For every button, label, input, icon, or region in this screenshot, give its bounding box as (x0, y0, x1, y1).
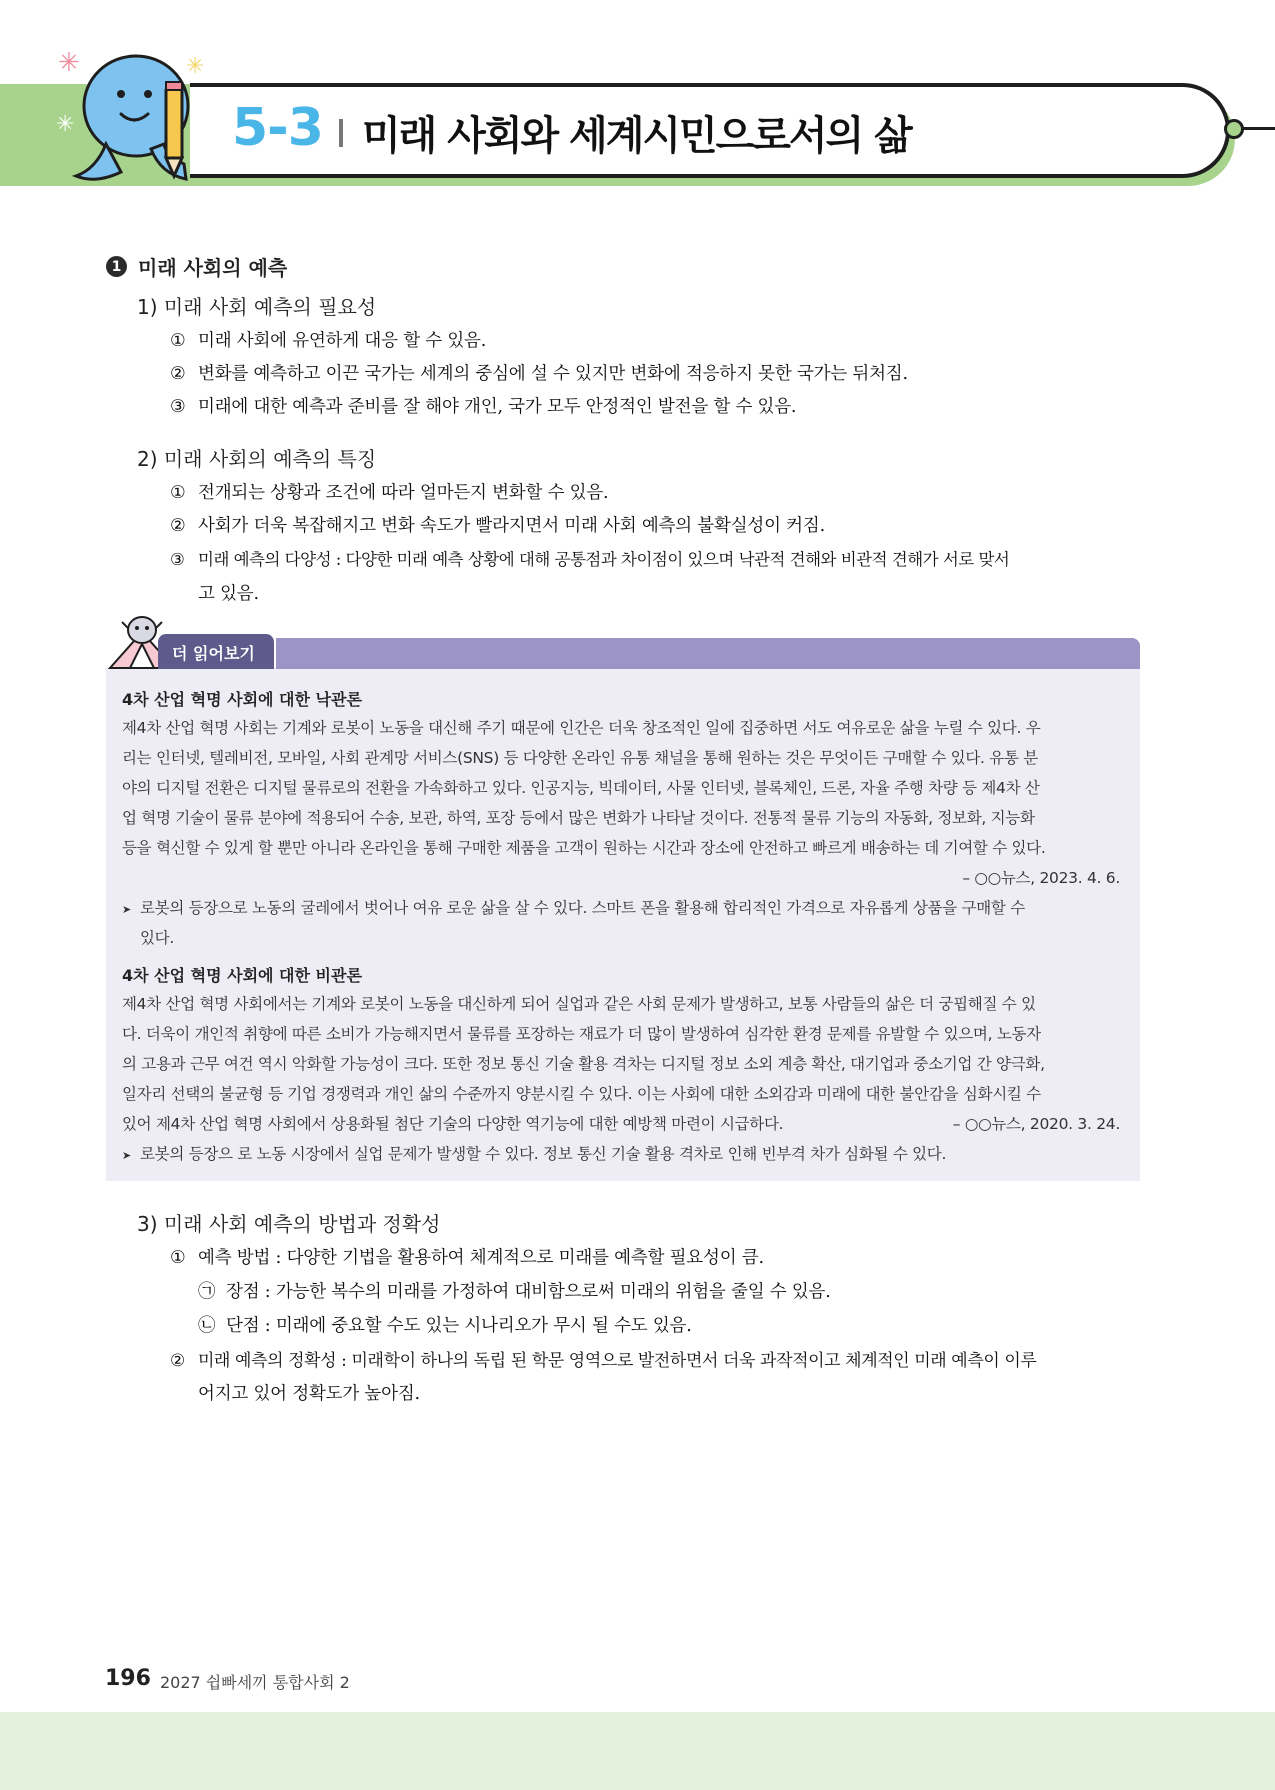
subsection-heading: 3) 미래 사회 예측의 방법과 정확성 (137, 1212, 441, 1236)
list-item: ① 전개되는 상황과 조건에 따라 얼마든지 변화할 수 있음. (170, 483, 609, 503)
page-title: 미래 사회와 세계시민으로서의 삶 (362, 113, 911, 159)
paragraph-line: 야의 디지털 전환은 디지털 물류로의 전환을 가속화하고 있다. 인공지능, 빅데이터, 사물 인터넷, 블록체인, 드론, 자율 주행 차량 등 제4차 산 (122, 779, 1040, 797)
sparkle-icon: ✳ (58, 48, 80, 78)
header-banner-dot (1224, 119, 1244, 139)
title-separator (339, 119, 343, 147)
read-more-subtitle: 4차 산업 혁명 사회에 대한 낙관론 (122, 690, 362, 709)
paragraph-line: 제4차 산업 혁명 사회는 기계와 로봇이 노동을 대신해 주기 때문에 인간은 더욱 창조적인 일에 집중하면 서도 여유로운 삶을 누릴 수 있다. 우 (122, 719, 1041, 737)
read-more-tab: 더 읽어보기 (158, 634, 274, 669)
arrow-right-icon: ➤ (122, 903, 131, 916)
list-item-continuation: 어지고 있어 정확도가 높아짐. (198, 1384, 420, 1404)
list-sub-item: ㉡ 단점 : 미래에 중요할 수도 있는 시나리오가 무시 될 수도 있음. (198, 1316, 692, 1336)
paragraph-line: 제4차 산업 혁명 사회에서는 기계와 로봇이 노동을 대신하게 되어 실업과 같은 사회 문제가 발생하고, 보통 사람들의 삶은 더 궁핍해질 수 있 (122, 995, 1036, 1013)
paragraph-line: 의 고용과 근무 여건 역시 악화할 가능성이 크다. 또한 정보 통신 기술 활용 격차는 디지털 정보 소외 계층 확산, 대기업과 중소기업 간 양극화, (122, 1055, 1045, 1073)
list-item: ② 변화를 예측하고 이끈 국가는 세계의 중심에 설 수 있지만 변화에 적응하지 못한 국가는 뒤처짐. (170, 364, 908, 384)
list-item: ③ 미래에 대한 예측과 준비를 잘 해야 개인, 국가 모두 안정적인 발전을 할 수 있음. (170, 397, 797, 417)
summary-line: ➤ 로봇의 등장으 로 노동 시장에서 실업 문제가 발생할 수 있다. 정보 통신 기술 활용 격차로 인해 빈부격 차가 심화될 수 있다. (122, 1145, 947, 1163)
list-item: ③ 미래 예측의 다양성 : 다양한 미래 예측 상황에 대해 공통점과 차이점이 있으며 낙관적 견해와 비관적 견해가 서로 맞서 (170, 550, 1010, 569)
section-title: 미래 사회의 예측 (138, 256, 288, 280)
read-more-header-bar (276, 638, 1140, 669)
sparkle-icon: ✳ (56, 112, 75, 137)
section-number-badge: 1 (106, 256, 127, 277)
paragraph-line: 리는 인터넷, 텔레비전, 모바일, 사회 관계망 서비스(SNS) 등 다양한 온라인 유통 채널을 통해 원하는 것은 무엇이든 구매할 수 있다. 유통 분 (122, 749, 1038, 767)
list-sub-item: ㉠ 장점 : 가능한 복수의 미래를 가정하여 대비함으로써 미래의 위험을 줄일 수 있음. (198, 1282, 831, 1302)
section-heading (106, 252, 287, 281)
paragraph-line: 일자리 선택의 불균형 등 기업 경쟁력과 개인 삶의 수준까지 양분시킬 수 있다. 이는 사회에 대한 소외감과 미래에 대한 불안감을 심화시킬 수 (122, 1085, 1041, 1103)
source-citation: – ○○뉴스, 2020. 3. 24. (952, 1115, 1120, 1133)
read-more-subtitle: 4차 산업 혁명 사회에 대한 비관론 (122, 966, 362, 985)
paragraph-line: 등을 혁신할 수 있게 할 뿐만 아니라 온라인을 통해 구매한 제품을 고객이 원하는 시간과 장소에 안전하고 빠르게 배송하는 데 기여할 수 있다. (122, 839, 1046, 857)
subsection-heading: 1) 미래 사회 예측의 필요성 (137, 295, 377, 319)
mascot-pencil-icon (66, 44, 216, 189)
paragraph-line: 다. 더욱이 개인적 취향에 따른 소비가 가능해지면서 물류를 포장하는 재료가 더 많이 발생하여 심각한 환경 문제를 유발할 수 있으며, 노동자 (122, 1025, 1041, 1043)
list-item: ① 예측 방법 : 다양한 기법을 활용하여 체계적으로 미래를 예측할 필요성이 큼. (170, 1248, 764, 1268)
chapter-number: 5-3 (232, 98, 323, 158)
footer-band (0, 1712, 1275, 1790)
list-item-continuation: 고 있음. (198, 584, 259, 604)
arrow-right-icon: ➤ (122, 1149, 131, 1162)
page-number: 196 (105, 1666, 151, 1691)
list-item: ② 미래 예측의 정확성 : 미래학이 하나의 독립 된 학문 영역으로 발전하면서 더욱 과작적이고 체계적인 미래 예측이 이루 (170, 1351, 1037, 1371)
subsection-heading: 2) 미래 사회의 예측의 특징 (137, 447, 377, 471)
summary-line: ➤ 로봇의 등장으로 노동의 굴레에서 벗어나 여유 로운 삶을 살 수 있다. 스마트 폰을 활용해 합리적인 가격으로 자유롭게 상품을 구매할 수 (122, 899, 1025, 917)
paragraph-line: 있어 제4차 산업 혁명 사회에서 상용화될 첨단 기술의 다양한 역기능에 대한 예방책 마련이 시급하다. (122, 1115, 784, 1133)
paragraph-line: 업 혁명 기술이 물류 분야에 적용되어 수송, 보관, 하역, 포장 등에서 많은 변화가 나타날 것이다. 전통적 물류 기능의 자동화, 정보화, 지능화 (122, 809, 1035, 827)
source-citation: – ○○뉴스, 2023. 4. 6. (962, 869, 1120, 887)
sparkle-icon: ✳ (186, 54, 205, 79)
summary-continuation: 있다. (140, 929, 174, 947)
book-title: 2027 쉽빠세끼 통합사회 2 (160, 1673, 350, 1692)
list-item: ① 미래 사회에 유연하게 대응 할 수 있음. (170, 331, 487, 351)
list-item: ② 사회가 더욱 복잡해지고 변화 속도가 빨라지면서 미래 사회 예측의 불확실성이 커짐. (170, 516, 825, 536)
